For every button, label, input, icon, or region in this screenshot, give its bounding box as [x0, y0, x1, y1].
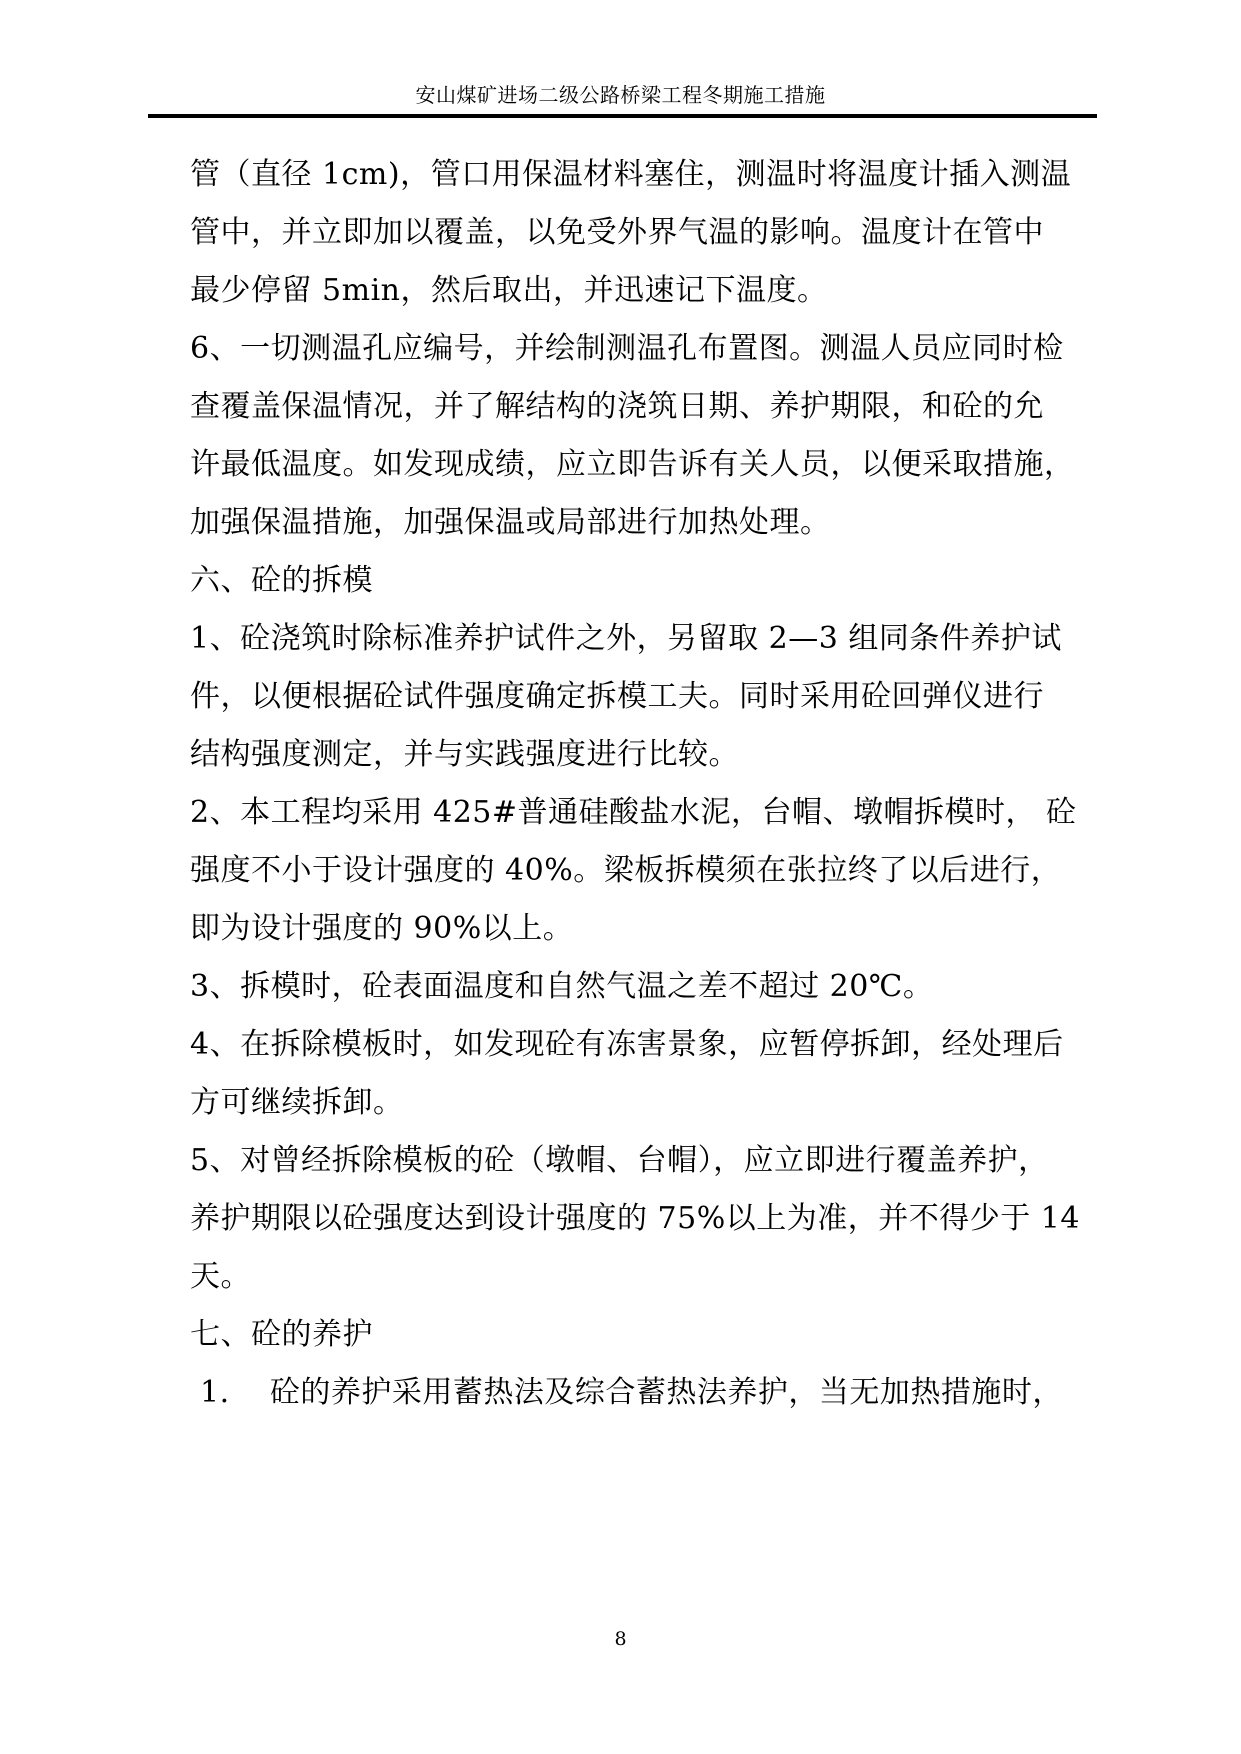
body-line: 查覆盖保温情况，并了解结构的浇筑日期、养护期限，和砼的允 — [190, 389, 1044, 424]
body-line: 管中，并立即加以覆盖，以免受外界气温的影响。温度计在管中 — [190, 215, 1044, 250]
body-line: 5、对曾经拆除模板的砼（墩帽、台帽），应立即进行覆盖养护， — [190, 1143, 1049, 1178]
body-line: 管（直径 1cm)，管口用保温材料塞住，测温时将温度计插入测温 — [190, 157, 1072, 192]
body-line: 3、拆模时，砼表面温度和自然气温之差不超过 20℃。 — [190, 969, 934, 1004]
section-heading: 七、砼的养护 — [190, 1317, 373, 1352]
document-body — [0, 118, 1241, 1422]
body-line: 养护期限以砼强度达到设计强度的 75%以上为准，并不得少于 14 — [190, 1201, 1080, 1236]
body-line: 6、一切测温孔应编号，并绘制测温孔布置图。测温人员应同时检 — [190, 331, 1064, 366]
body-line: 2、本工程均采用 425#普通硅酸盐水泥，台帽、墩帽拆模时， 砼 — [190, 795, 1077, 830]
page-header — [0, 0, 1241, 118]
section-heading: 六、砼的拆模 — [190, 563, 373, 598]
body-line: 结构强度测定，并与实践强度进行比较。 — [190, 737, 739, 772]
body-line: 1、砼浇筑时除标准养护试件之外，另留取 2—3 组同条件养护试 — [190, 621, 1062, 656]
body-line: 1. 砼的养护采用蓄热法及综合蓄热法养护，当无加热措施时， — [190, 1375, 1063, 1410]
page-footer — [0, 1628, 1241, 1650]
body-line: 天。 — [190, 1259, 251, 1294]
page-number: 8 — [614, 1628, 627, 1650]
body-line: 强度不小于设计强度的 40%。梁板拆模须在张拉终了以后进行， — [190, 853, 1062, 888]
body-line: 许最低温度。如发现成绩，应立即告诉有关人员，以便采取措施， — [190, 447, 1075, 482]
body-line: 方可继续拆卸。 — [190, 1085, 404, 1120]
body-line: 加强保温措施，加强保温或局部进行加热处理。 — [190, 505, 831, 540]
body-line: 件，以便根据砼试件强度确定拆模工夫。同时采用砼回弹仪进行 — [190, 679, 1044, 714]
body-line: 4、在拆除模板时，如发现砼有冻害景象，应暂停拆卸，经处理后 — [190, 1027, 1064, 1062]
body-line: 即为设计强度的 90%以上。 — [190, 911, 574, 946]
body-line: 最少停留 5min，然后取出，并迅速记下温度。 — [190, 273, 828, 308]
header-title: 安山煤矿进场二级公路桥梁工程冬期施工措施 — [415, 83, 826, 107]
